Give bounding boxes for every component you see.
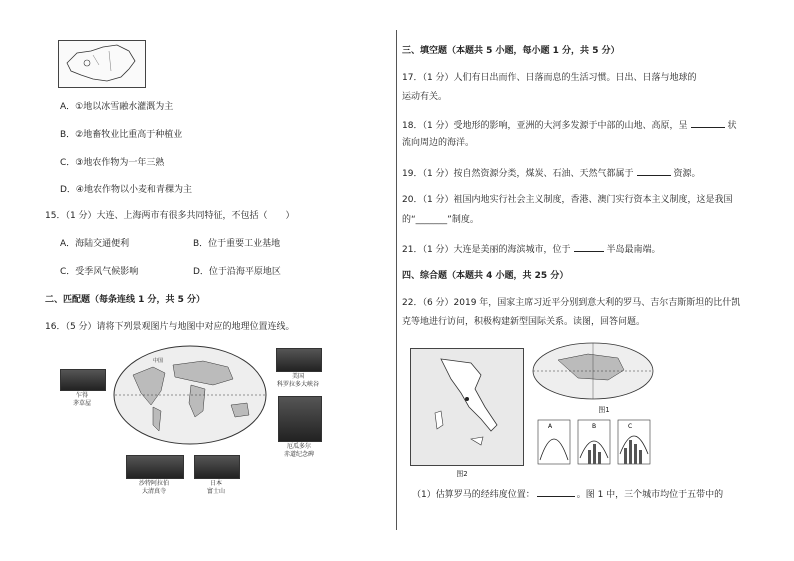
globe-figure [528, 340, 658, 402]
chart-a-label: A [548, 423, 553, 430]
equator-monument-photo[interactable] [278, 396, 322, 442]
q15-option-b[interactable]: B．位于重要工业基地 [193, 239, 281, 249]
caption-saudi-country: 沙特阿拉伯 [138, 480, 169, 487]
q14-option-c[interactable]: C．③地农作物为一年三熟 [60, 158, 165, 168]
question-17-line-1: 17．（1 分）人们有日出而作、日落而息的生活习惯。日出、日落与地球的 [402, 73, 697, 83]
grand-canyon-photo[interactable] [276, 348, 322, 372]
map-label-china: 中国 [153, 358, 164, 364]
question-18-line-2: 流向周边的海洋。 [402, 138, 475, 148]
q22-1-text-after: 。图 1 中，三个城市均位于五带中的 [576, 490, 724, 500]
china-map-thumbnail [58, 40, 146, 88]
caption-chad-country: 乍得 [75, 392, 88, 399]
great-mosque-photo[interactable] [126, 455, 184, 479]
caption-japan-place: 富士山 [206, 488, 225, 495]
q18-text-before: 18．（1 分）受地形的影响，亚洲的大河多发源于中部的山地、高原，呈 [402, 121, 688, 131]
china-outline-icon [59, 41, 145, 87]
q19-text-before: 19．（1 分）按自然资源分类，煤炭、石油、天然气都属于 [402, 169, 634, 179]
q15-option-a[interactable]: A．海陆交通便利 [60, 239, 130, 249]
rome-marker-icon [465, 397, 469, 401]
section-4-heading: 四、综合题（本题共 4 小题，共 25 分） [402, 271, 569, 281]
chart-c-label: C [628, 423, 633, 430]
world-map [113, 345, 268, 445]
q19-text-after: 资源。 [673, 169, 701, 179]
section-2-heading: 二、匹配题（每条连线 1 分，共 5 分） [45, 295, 206, 305]
question-16: 16．（5 分）请将下列景观图片与地图中对应的地理位置连线。 [45, 322, 295, 332]
section-3-heading: 三、填空题（本题共 5 小题，每小题 1 分，共 5 分） [402, 46, 620, 56]
column-divider [396, 30, 397, 530]
q21-text-after: 半岛最南端。 [606, 245, 661, 255]
climate-chart-b [574, 414, 612, 468]
q22-1-answer-blank[interactable] [537, 487, 575, 497]
q19-answer-blank[interactable] [637, 166, 671, 176]
figure-2-label: 图2 [456, 470, 468, 478]
q14-option-b[interactable]: B．②地畜牧业比重高于种植业 [60, 130, 183, 140]
chad-hut-photo[interactable] [60, 369, 106, 391]
caption-chad-place: 茅草屋 [72, 400, 91, 407]
q18-answer-blank[interactable] [691, 118, 725, 128]
question-22-line-1: 22．（6 分）2019 年，国家主席习近平分别到意大利的罗马、吉尔吉斯斯坦的比什凯 [402, 298, 741, 308]
question-15: 15．（1 分）大连、上海两市有很多共同特征，不包括（ ） [45, 211, 295, 221]
question-20-line-1: 20．（1 分）祖国内地实行社会主义制度，香港、澳门实行资本主义制度，这是我国 [402, 195, 733, 205]
q14-option-a[interactable]: A．①地以冰雪融水灌溉为主 [60, 102, 174, 112]
climate-chart-c [614, 414, 654, 468]
q21-answer-blank[interactable] [574, 242, 604, 252]
question-19 [402, 166, 701, 180]
caption-ecuador-place: 赤道纪念碑 [283, 451, 314, 458]
caption-ecuador-country: 厄瓜多尔 [286, 443, 311, 450]
question-17-line-2: 运动有关。 [402, 92, 448, 102]
caption-saudi-place: 大清真寺 [141, 488, 166, 495]
caption-japan-country: 日本 [209, 480, 222, 487]
question-20-line-2: 的“_______”制度。 [402, 215, 479, 225]
q15-option-c[interactable]: C．受季风气候影响 [60, 267, 139, 277]
question-21 [402, 242, 661, 256]
q14-option-d[interactable]: D．④地农作物以小麦和青稞为主 [60, 185, 192, 195]
chart-b-label: B [592, 423, 597, 430]
q22-1-text-before: （1）估算罗马的经纬度位置： [412, 490, 535, 500]
q18-text-after: 状 [727, 121, 737, 131]
figure-1-label: 图1 [598, 406, 610, 414]
q21-text-before: 21．（1 分）大连是美丽的海滨城市，位于 [402, 245, 571, 255]
caption-usa-place: 科罗拉多大峡谷 [276, 381, 319, 388]
mount-fuji-photo[interactable] [194, 455, 240, 479]
italy-map-figure [410, 348, 524, 466]
question-18-line-1 [402, 118, 737, 132]
question-22-part-1 [412, 487, 723, 501]
q15-option-d[interactable]: D．位于沿海平原地区 [193, 267, 281, 277]
caption-usa-country: 美国 [291, 373, 304, 380]
climate-chart-a [534, 414, 572, 468]
question-22-line-2: 克等地进行访问，积极构建新型国际关系。读图，回答问题。 [402, 317, 646, 327]
